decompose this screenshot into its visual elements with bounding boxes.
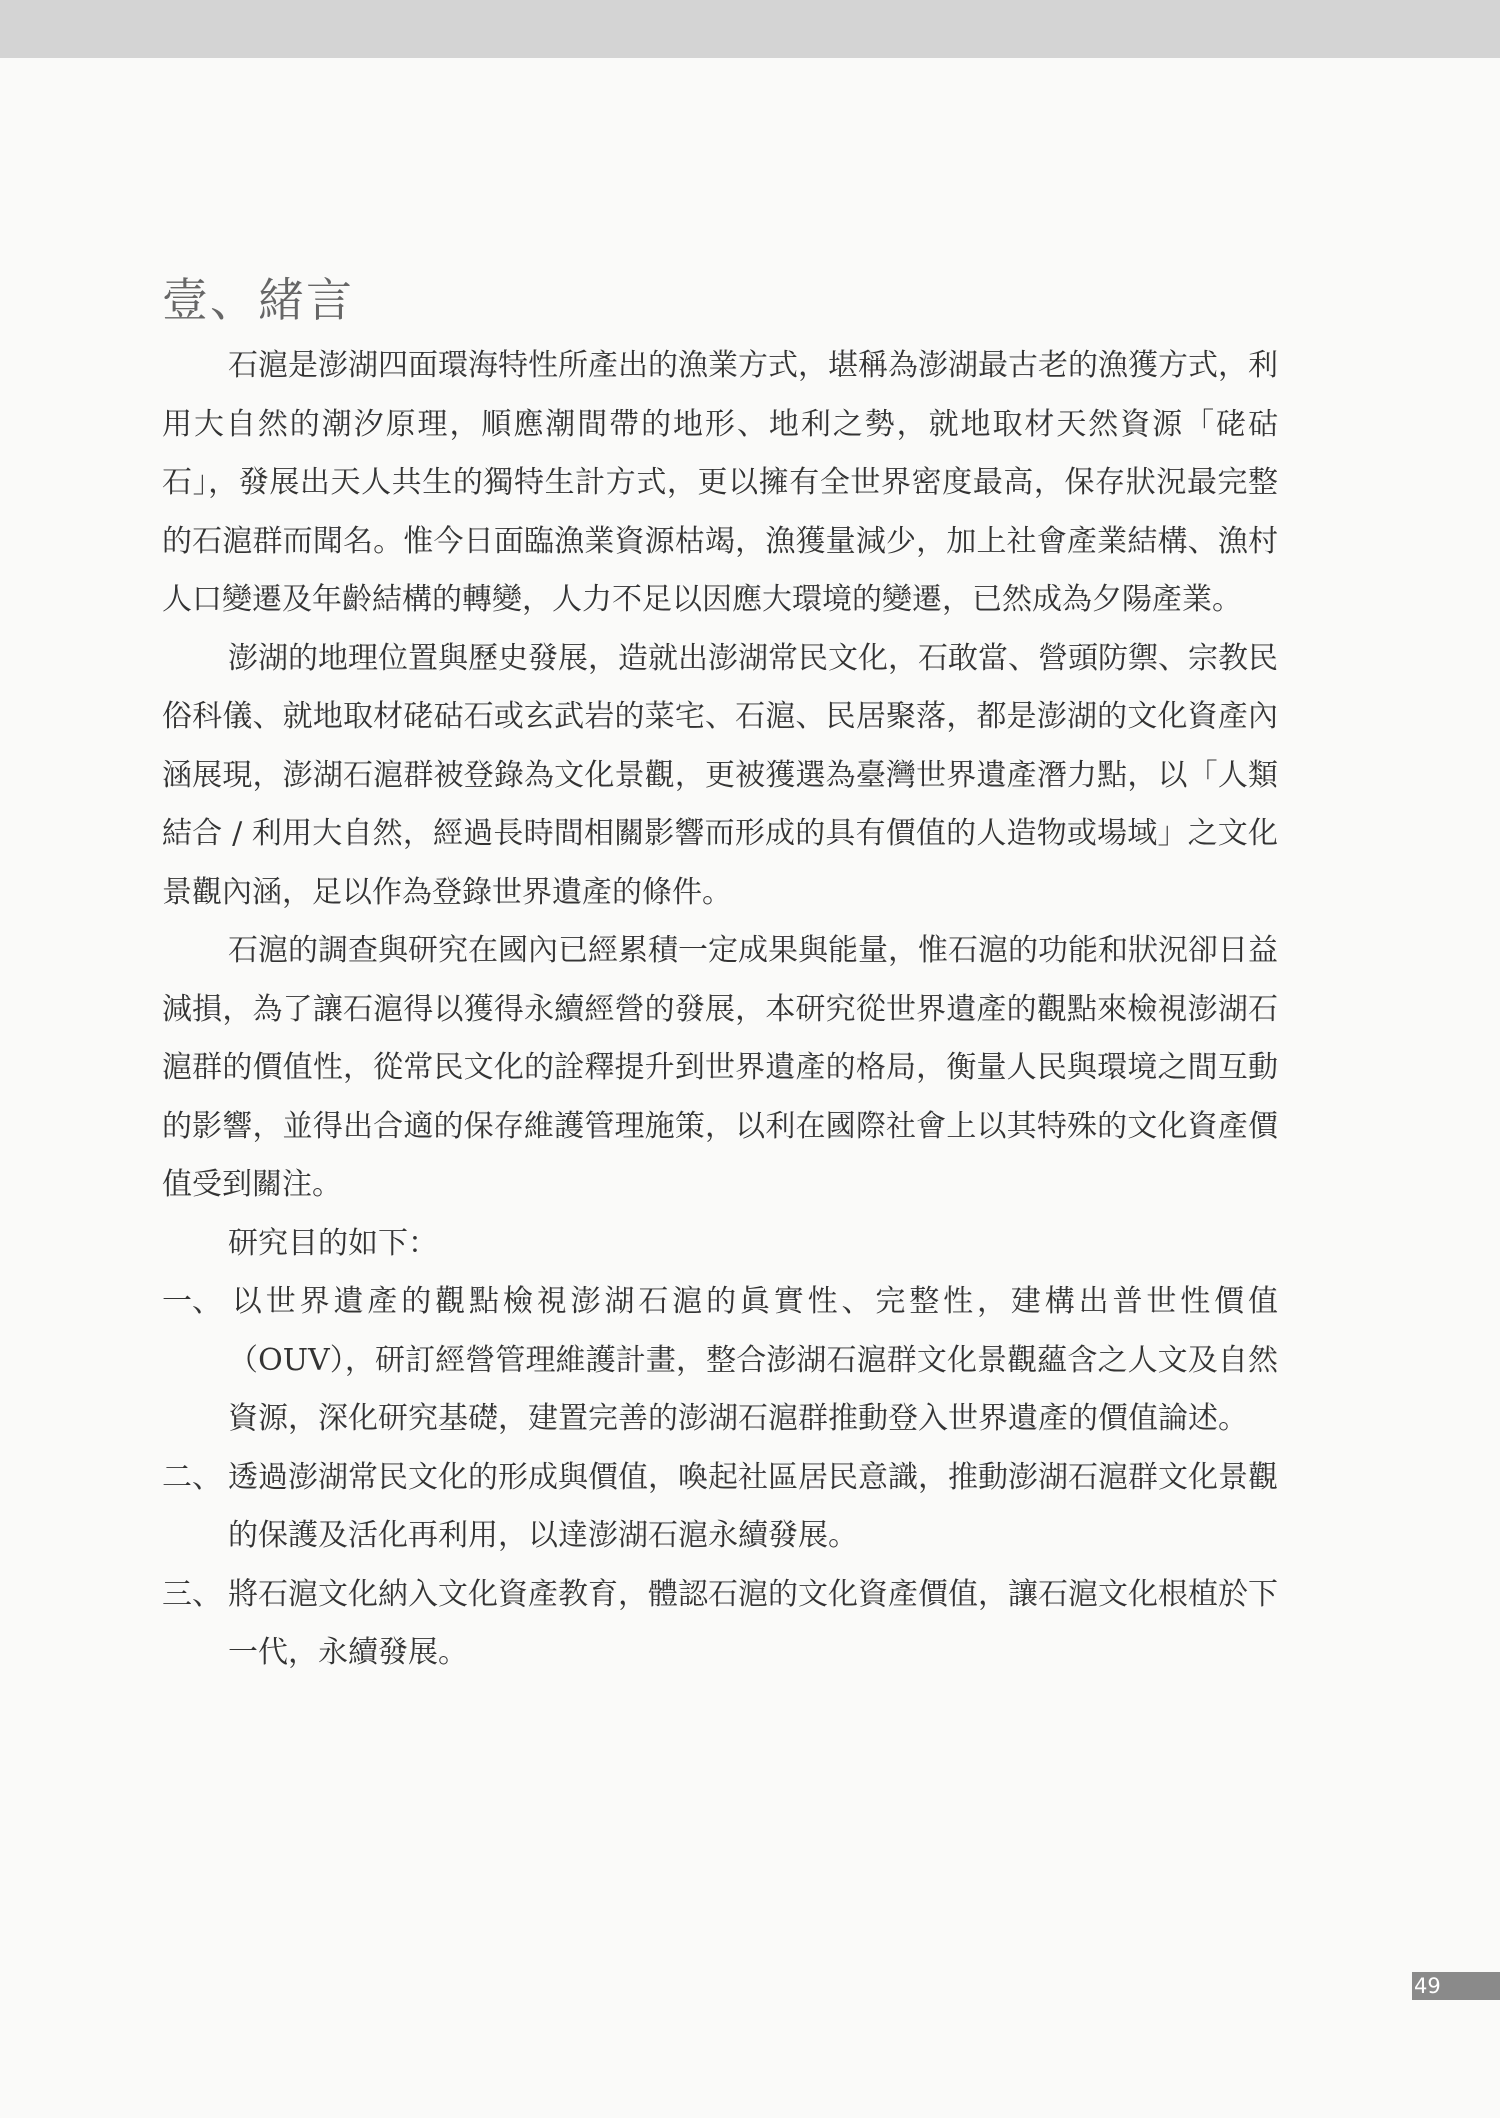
goal-marker: 一、 — [162, 1284, 222, 1319]
paragraph: 石滬是澎湖四面環海特性所產出的漁業方式，堪稱為澎湖最古老的漁獲方式，利用大自然的潮汐原理，順應潮間帶的地形、地利之勢，就地取材天然資源「硓𥑮石」，發展出天人共生的獨特生計方式，更以擁有全世界密度最高，保存狀況最完整的石滬群而聞名。惟今日面臨漁業資源枯竭，漁獲量減少，加上社會產業結構、漁村人口變遷及年齡結構的轉變，人力不足以因應大環境的變遷，已然成為夕陽產業。 — [162, 348, 1278, 617]
page-number: 49 — [1412, 1972, 1500, 2000]
paragraph: 澎湖的地理位置與歷史發展，造就出澎湖常民文化，石敢當、營頭防禦、宗教民俗科儀、就地取材硓𥑮石或玄武岩的菜宅、石滬、民居聚落，都是澎湖的文化資產內涵展現，澎湖石滬群被登錄為文化景觀，更被獲選為臺灣世界遺產潛力點，以「人類結合 / 利用大自然，經過長時間相關影響而形成的具有價值的人造物或場域」之文化景觀內涵，足以作為登錄世界遺產的條件。 — [162, 640, 1278, 910]
body-text — [162, 337, 1278, 1683]
goal-marker: 三、 — [162, 1576, 222, 1612]
goal-text: 以世界遺產的觀點檢視澎湖石滬的眞實性、完整性，建構出普世性價值（OUV），研訂經營管理維護計畫，整合澎湖石滬群文化景觀蘊含之人文及自然資源，深化研究基礎，建置完善的澎湖石滬群推動登入世界遺產的價值論述。 — [228, 1284, 1278, 1436]
goal-item — [162, 1566, 1278, 1683]
goals-intro: 研究目的如下： — [228, 1225, 438, 1261]
scan-top-band — [0, 0, 1500, 58]
goal-text: 將石滬文化納入文化資產教育，體認石滬的文化資產價值，讓石滬文化根植於下一代，永續發展。 — [228, 1576, 1278, 1670]
goal-marker: 二、 — [162, 1459, 222, 1495]
paragraph: 石滬的調查與研究在國內已經累積一定成果與能量，惟石滬的功能和狀況卻日益減損，為了讓石滬得以獲得永續經營的發展，本研究從世界遺產的觀點來檢視澎湖石滬群的價值性，從常民文化的詮釋提升到世界遺產的格局，衡量人民與環境之間互動的影響，並得出合適的保存維護管理施策，以利在國際社會上以其特殊的文化資產價值受到關注。 — [162, 933, 1278, 1202]
goal-item — [162, 1449, 1278, 1566]
section-heading: 壹、緒言 — [162, 273, 354, 327]
goal-item — [162, 1273, 1278, 1449]
goal-text: 透過澎湖常民文化的形成與價值，喚起社區居民意識，推動澎湖石滬群文化景觀的保護及活化再利用，以達澎湖石滬永續發展。 — [228, 1459, 1278, 1553]
